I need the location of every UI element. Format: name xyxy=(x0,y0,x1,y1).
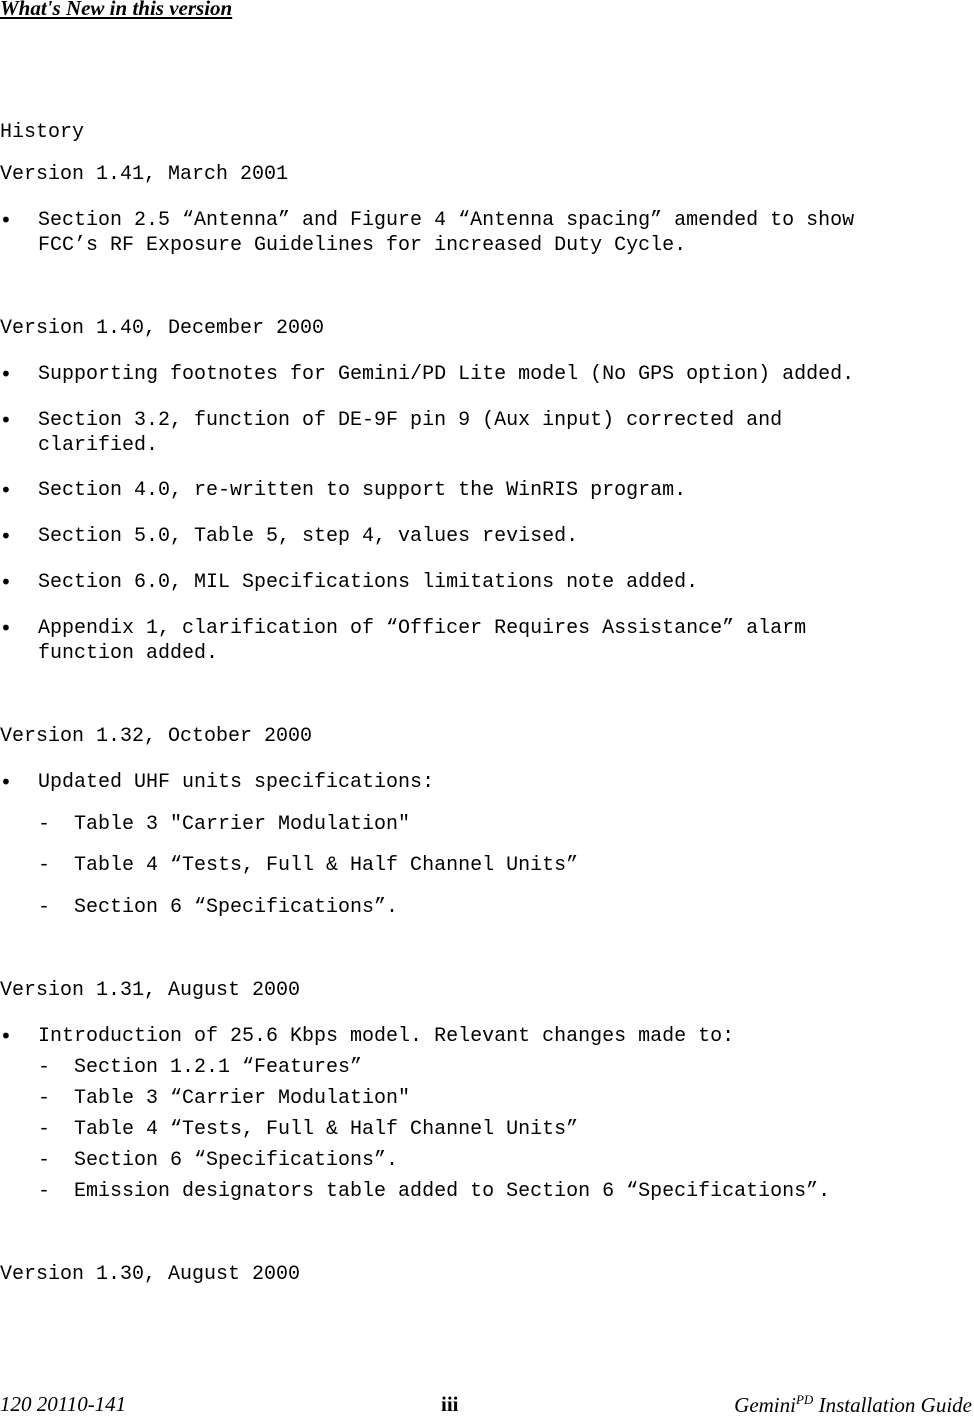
bullet-icon: • xyxy=(0,770,12,794)
sub-list-item: - Table 3 “Carrier Modulation" xyxy=(38,1087,411,1110)
bullet-icon: • xyxy=(0,570,12,594)
footer-page-number: iii xyxy=(441,1392,459,1416)
footer-doc-number: 120 20110-141 xyxy=(0,1392,127,1416)
sub-list-item: - Table 3 "Carrier Modulation" xyxy=(38,813,411,836)
sub-list-item: - Table 4 “Tests, Full & Half Channel Units” xyxy=(38,1118,579,1141)
list-item-text: Section 3.2, function of DE-9F pin 9 (Aux input) corrected and clarified. xyxy=(38,409,783,457)
history-heading: History xyxy=(0,121,85,144)
footer-guide-title xyxy=(734,1392,972,1418)
sub-list-item: - Section 6 “Specifications”. xyxy=(38,1149,399,1172)
list-item-text: Updated UHF units specifications: xyxy=(38,771,435,794)
bullet-icon: • xyxy=(0,408,12,432)
version-heading: Version 1.32, October 2000 xyxy=(0,725,313,748)
bullet-icon: • xyxy=(0,478,12,502)
bullet-icon: • xyxy=(0,208,12,232)
list-item-text: Section 4.0, re-written to support the WinRIS program. xyxy=(38,479,687,502)
list-item-text: Section 2.5 “Antenna” and Figure 4 “Antenna spacing” amended to show FCC’s RF Exposure Guidelines for increased Duty Cycle. xyxy=(38,209,855,257)
version-heading: Version 1.40, December 2000 xyxy=(0,317,325,340)
footer-product-superscript: PD xyxy=(795,1392,814,1407)
bullet-icon: • xyxy=(0,524,12,548)
list-item-text: Appendix 1, clarification of “Officer Requires Assistance” alarm function added. xyxy=(38,617,807,665)
bullet-icon: • xyxy=(0,1024,12,1048)
version-heading: Version 1.31, August 2000 xyxy=(0,979,301,1002)
version-heading: Version 1.41, March 2001 xyxy=(0,163,289,186)
sub-list-item: - Emission designators table added to Section 6 “Specifications”. xyxy=(38,1180,831,1203)
page-header-title: What's New in this version xyxy=(0,0,233,20)
bullet-icon: • xyxy=(0,616,12,640)
list-item-text: Section 5.0, Table 5, step 4, values revised. xyxy=(38,525,579,548)
list-item-text: Section 6.0, MIL Specifications limitations note added. xyxy=(38,571,699,594)
sub-list-item: - Section 1.2.1 “Features” xyxy=(38,1056,363,1079)
bullet-icon: • xyxy=(0,362,12,386)
sub-list-item: - Table 4 “Tests, Full & Half Channel Units” xyxy=(38,854,579,877)
list-item-text: Supporting footnotes for Gemini/PD Lite model (No GPS option) added. xyxy=(38,363,855,386)
list-item-text: Introduction of 25.6 Kbps model. Relevant changes made to: xyxy=(38,1025,735,1048)
version-heading: Version 1.30, August 2000 xyxy=(0,1263,301,1286)
footer-guide-text: Installation Guide xyxy=(813,1393,972,1417)
footer-product-name: Gemini xyxy=(734,1393,796,1417)
sub-list-item: - Section 6 “Specifications”. xyxy=(38,896,399,919)
